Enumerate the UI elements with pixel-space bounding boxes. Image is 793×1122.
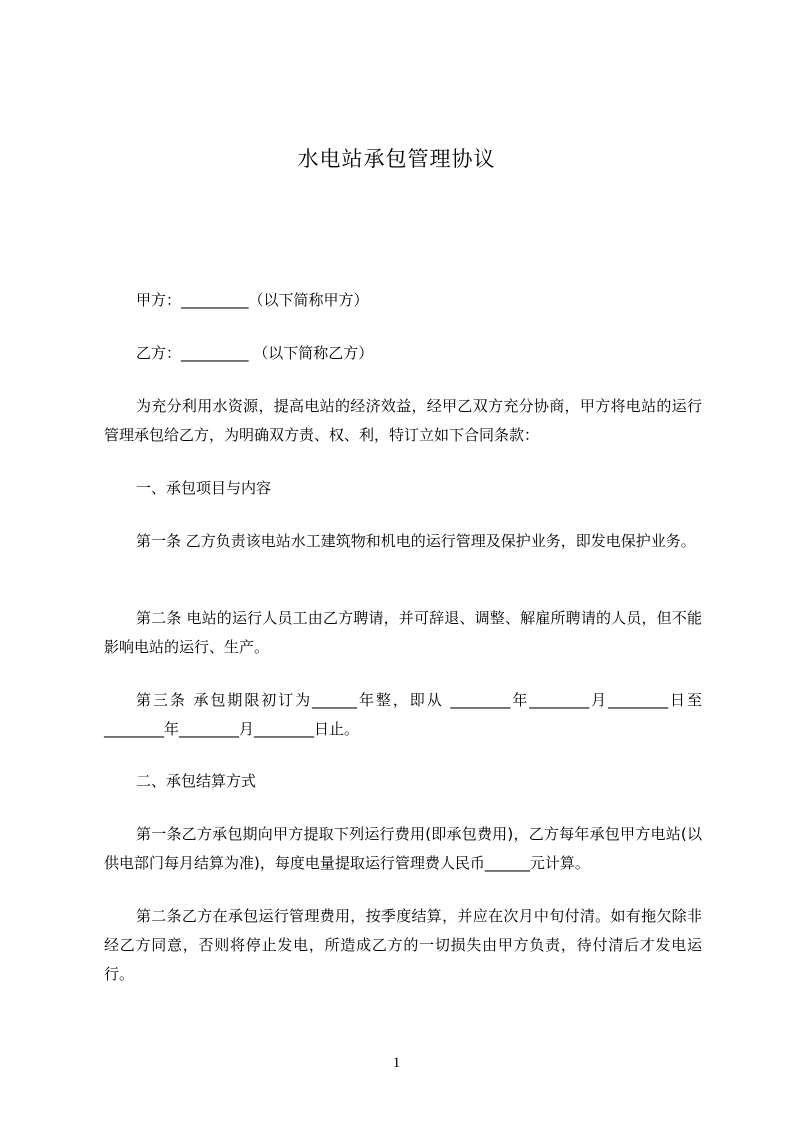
section-2-article-1: 第一条乙方承包期向甲方提取下列运行费用(即承包费用)，乙方每年承包甲方电站(以供电部门每月结算为准)，每度电量提取运行管理费人民币______元计算。 <box>104 825 702 872</box>
section-1-article-2: 第二条 电站的运行人员工由乙方聘请，并可辞退、调整、解雇所聘请的人员，但不能影响电站的运行、生产。 <box>104 609 702 656</box>
section-2-heading: 二、承包结算方式 <box>136 772 257 790</box>
section-1-article-3: 第三条 承包期限初订为______年整，即从 ________年________月________日至________年________月________日止。 <box>104 691 702 738</box>
party-a-line: 甲方：_________（以下简称甲方） <box>136 291 369 309</box>
document-title: 水电站承包管理协议 <box>297 147 496 171</box>
preamble-paragraph: 为充分利用水资源，提高电站的经济效益，经甲乙双方充分协商，甲方将电站的运行管理承包给乙方，为明确双方责、权、利，特订立如下合同条款： <box>104 397 702 444</box>
section-1-article-1: 第一条 乙方负责该电站水工建筑物和机电的运行管理及保护业务，即发电保护业务。 <box>136 532 696 550</box>
party-b-line: 乙方：_________ （以下简称乙方） <box>136 344 374 362</box>
section-1-heading: 一、承包项目与内容 <box>136 479 272 497</box>
section-2-article-2: 第二条乙方在承包运行管理费用，按季度结算，并应在次月中旬付清。如有拖欠除非经乙方同意，否则将停止发电，所造成乙方的一切损失由甲方负责，待付清后才发电运行。 <box>104 907 702 983</box>
page-number: 1 <box>392 1055 401 1071</box>
